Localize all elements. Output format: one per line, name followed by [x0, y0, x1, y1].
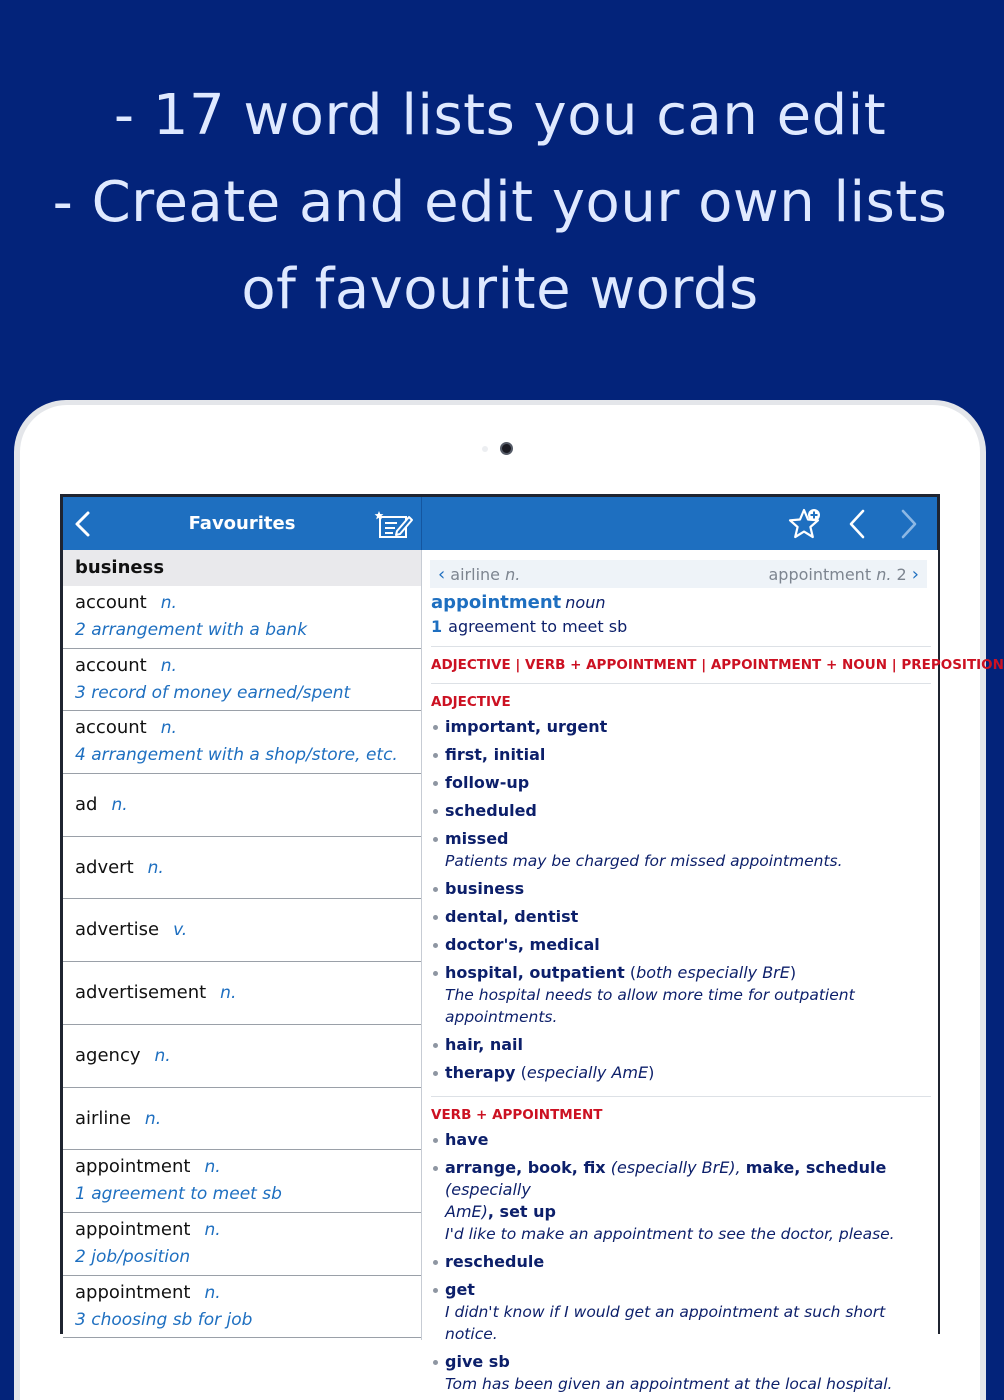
- list-item-word: agency: [75, 1044, 141, 1066]
- category-verb: VERB + APPOINTMENT: [431, 1107, 603, 1123]
- list-item[interactable]: [63, 586, 421, 649]
- collocation-item[interactable]: [431, 744, 931, 766]
- list-item-headword: [75, 1219, 221, 1240]
- sense-number: 1: [431, 617, 443, 636]
- collocation-item[interactable]: [431, 1062, 931, 1084]
- list-item-pos: n.: [111, 795, 128, 816]
- list-item[interactable]: [63, 649, 421, 712]
- list-item-word: airline: [75, 1107, 131, 1129]
- prev-word-pos: n.: [505, 565, 521, 584]
- example-sentence: Patients may be charged for missed appointments.: [445, 852, 843, 870]
- list-item-word: account: [75, 717, 147, 739]
- chevron-right-icon: ›: [911, 564, 919, 585]
- collocation-nav[interactable]: ADJECTIVE | VERB + APPOINTMENT | APPOINTMENT + NOUN | PREPOSITION: [431, 657, 1004, 673]
- headword-pos: noun: [565, 593, 606, 612]
- collocation-item[interactable]: [431, 1251, 931, 1273]
- sense-line: [431, 617, 931, 636]
- list-item-headword: [75, 655, 177, 676]
- collocation-text: hair, nail: [445, 1035, 524, 1054]
- collocation-text: get: [445, 1280, 475, 1299]
- list-item-headword: [75, 919, 187, 940]
- list-item-pos: n.: [154, 1045, 171, 1066]
- list-item-headword: [75, 1282, 221, 1303]
- collocation-item[interactable]: [431, 1129, 931, 1151]
- app-screen: [60, 494, 1004, 1393]
- list-item-sense: 4 arrangement with a shop/store, etc.: [75, 745, 398, 766]
- collocation-text: , set up: [487, 1202, 556, 1221]
- collocation-text: reschedule: [445, 1252, 545, 1271]
- divider: [431, 646, 931, 647]
- list-item[interactable]: [63, 962, 421, 1025]
- example-sentence: I'd like to make an appointment to see the doctor, please.: [445, 1225, 895, 1243]
- collocation-text: give sb: [445, 1352, 510, 1371]
- category-adjective: ADJECTIVE: [431, 694, 511, 710]
- list-item-sense: 2 arrangement with a bank: [75, 620, 308, 640]
- list-item-pos: n.: [160, 718, 177, 739]
- list-item-sense: 1 agreement to meet sb: [75, 1184, 282, 1205]
- usage-note: (especially BrE),: [610, 1158, 741, 1177]
- list-item-pos: v.: [173, 920, 188, 941]
- example-sentence: The hospital needs to allow more time for outpatient appointments.: [445, 986, 855, 1026]
- list-item-word: appointment: [75, 1156, 191, 1178]
- collocation-item[interactable]: [431, 1034, 931, 1056]
- list-item[interactable]: [63, 711, 421, 774]
- list-item[interactable]: [63, 1150, 421, 1213]
- list-item-word: ad: [75, 794, 98, 816]
- list-item-headword: [75, 982, 236, 1003]
- list-item-pos: n.: [144, 1108, 162, 1129]
- top-bar: [63, 497, 937, 550]
- list-item[interactable]: [63, 1088, 421, 1151]
- usage-note: AmE): [445, 1202, 488, 1221]
- usage-note: (especially AmE): [520, 1063, 655, 1082]
- collocation-text: scheduled: [445, 801, 537, 820]
- collocation-item[interactable]: [431, 716, 931, 738]
- adjective-collocations: [431, 716, 931, 1084]
- list-item[interactable]: [63, 899, 421, 962]
- list-item-headword: [75, 592, 177, 613]
- chevron-left-icon: [845, 507, 869, 541]
- entry-headline: [431, 592, 931, 613]
- promo-headline: [0, 72, 1000, 333]
- collocation-text: doctor's, medical: [445, 935, 600, 954]
- prev-word: airline: [450, 565, 500, 584]
- sensor-icon: [482, 446, 488, 452]
- headline-line-3: of favourite words: [241, 257, 759, 322]
- next-word-link[interactable]: [768, 564, 919, 585]
- list-item[interactable]: [63, 774, 421, 837]
- collocation-item[interactable]: [431, 1279, 931, 1301]
- next-entry-button[interactable]: [897, 507, 921, 541]
- headword: appointment: [431, 592, 562, 613]
- divider: [431, 683, 931, 684]
- collocation-text: hospital, outpatient: [445, 963, 625, 982]
- list-item-word: advertisement: [75, 982, 207, 1004]
- list-item-pos: n.: [204, 1157, 221, 1178]
- list-item-headword: [75, 857, 164, 878]
- list-item[interactable]: [63, 1213, 421, 1276]
- list-item-pos: n.: [160, 593, 177, 613]
- list-item-sense: 3 record of money earned/spent: [75, 682, 351, 703]
- section-header: business: [63, 550, 421, 586]
- prev-word-link[interactable]: [438, 564, 520, 585]
- list-item-word: advert: [75, 856, 134, 878]
- collocation-text: arrange, book, fix: [445, 1158, 606, 1177]
- chevron-right-icon: [897, 507, 921, 541]
- list-item-word: appointment: [75, 1218, 191, 1240]
- chevron-left-icon: ‹: [438, 564, 446, 585]
- headline-line-1: - 17 word lists you can edit: [113, 83, 887, 148]
- toolbar-divider: [421, 497, 422, 550]
- collocation-text: have: [445, 1130, 489, 1149]
- collocation-text: missed: [445, 829, 509, 848]
- edit-list-button[interactable]: [373, 508, 413, 540]
- list-item[interactable]: [63, 1276, 421, 1339]
- collocation-text: business: [445, 879, 525, 898]
- list-item-pos: n.: [160, 655, 177, 676]
- sense-text: agreement to meet sb: [448, 617, 628, 636]
- dictionary-entry: [431, 592, 1004, 1395]
- collocation-text: make, schedule: [745, 1158, 887, 1177]
- example-sentence: I didn't know if I would get an appointment at such short notice.: [445, 1303, 886, 1343]
- list-item-headword: [75, 1045, 171, 1066]
- list-item-headword: [75, 1108, 161, 1129]
- next-word-num: 2: [896, 565, 907, 584]
- divider: [431, 1096, 931, 1097]
- headline-line-2: - Create and edit your own lists: [52, 170, 948, 235]
- list-item-headword: [75, 1156, 221, 1177]
- collocation-item[interactable]: [431, 772, 931, 794]
- camera-icon: [500, 442, 513, 455]
- list-item-word: account: [75, 654, 147, 676]
- list-item-word: advertise: [75, 919, 160, 941]
- list-item[interactable]: [63, 1025, 421, 1088]
- list-item-headword: [75, 717, 177, 738]
- list-item-headword: [75, 794, 128, 815]
- list-item-pos: n.: [204, 1282, 221, 1303]
- example-sentence: Tom has been given an appointment at the local hospital.: [445, 1375, 893, 1393]
- collocation-item[interactable]: [431, 962, 931, 984]
- collocation-text: dental, dentist: [445, 907, 579, 926]
- collocation-text: therapy: [445, 1063, 516, 1082]
- collocation-item[interactable]: [431, 934, 931, 956]
- previous-entry-button[interactable]: [845, 507, 869, 541]
- collocation-text: first, initial: [445, 745, 546, 764]
- next-word-pos: n.: [876, 565, 892, 584]
- next-word: appointment: [768, 565, 872, 584]
- list-item[interactable]: [63, 837, 421, 900]
- word-list: [63, 586, 421, 1338]
- list-item-pos: n.: [220, 983, 237, 1004]
- usage-note: (especially: [445, 1180, 531, 1199]
- left-toolbar: [63, 497, 421, 550]
- collocation-item[interactable]: [431, 828, 931, 850]
- collocation-item[interactable]: [431, 906, 931, 928]
- list-item-pos: n.: [204, 1219, 221, 1240]
- star-plus-icon: [787, 506, 825, 542]
- collocation-text: follow-up: [445, 773, 530, 792]
- list-item-pos: n.: [147, 857, 164, 878]
- list-item-sense: 3 choosing sb for job: [75, 1309, 253, 1330]
- collocation-item[interactable]: [431, 800, 931, 822]
- list-item-sense: 2 job/position: [75, 1246, 191, 1267]
- page-title: Favourites: [188, 513, 296, 534]
- collocation-text: important, urgent: [445, 717, 608, 736]
- favourites-list: [63, 550, 421, 1340]
- list-item-word: account: [75, 592, 147, 613]
- edit-list-icon: [373, 508, 413, 540]
- entry-nav-strip: [430, 560, 927, 588]
- collocation-item[interactable]: [431, 1351, 931, 1373]
- usage-note: (both especially BrE): [629, 963, 797, 982]
- collocation-item[interactable]: [431, 1157, 931, 1223]
- entry-pane: [422, 550, 1004, 1393]
- add-favourite-button[interactable]: [787, 506, 825, 542]
- list-item-word: appointment: [75, 1281, 191, 1303]
- collocation-item[interactable]: [431, 878, 931, 900]
